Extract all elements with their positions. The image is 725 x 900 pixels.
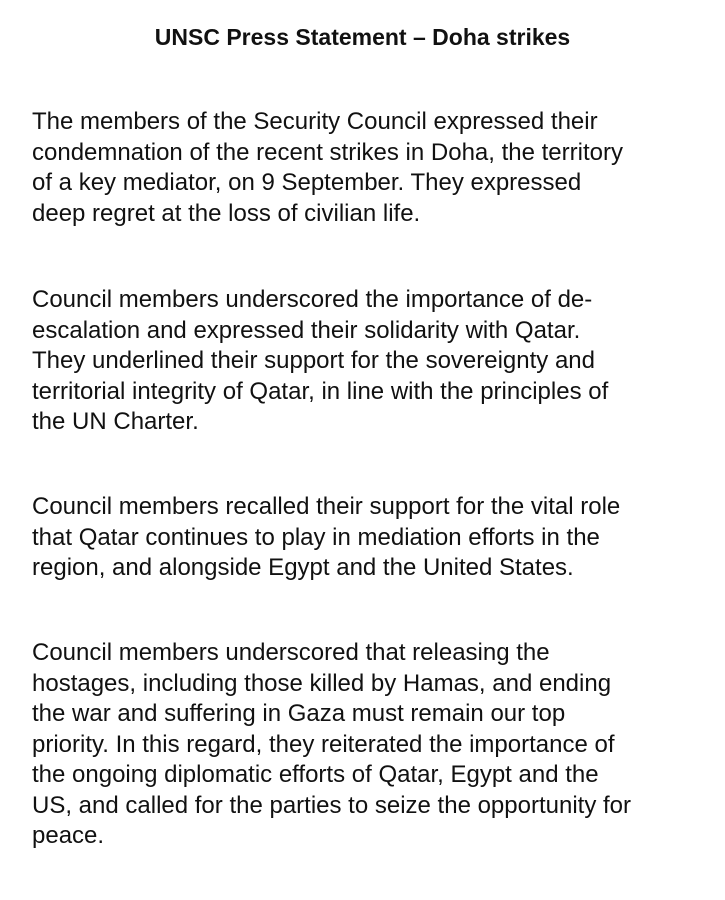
paragraph-line: territorial integrity of Qatar, in line with the principles of <box>32 377 609 405</box>
paragraph-line: US, and called for the parties to seize the opportunity for <box>32 791 632 819</box>
paragraph-3 <box>32 492 697 584</box>
paragraph-line: region, and alongside Egypt and the United States. <box>32 554 574 581</box>
paragraph-line: the UN Charter. <box>32 408 199 435</box>
paragraph-line: priority. In this regard, they reiterated the importance of <box>32 730 615 758</box>
paragraph-line: escalation and expressed their solidarity with Qatar. <box>32 316 581 344</box>
paragraph-4 <box>32 638 697 852</box>
paragraph-line: the war and suffering in Gaza must remain our top <box>32 700 566 727</box>
paragraph-line: hostages, including those killed by Hamas, and ending <box>32 669 612 697</box>
paragraph-line: Council members recalled their support for the vital role <box>32 493 621 520</box>
paragraph-1 <box>32 107 697 229</box>
paragraph-line: that Qatar continues to play in mediation efforts in the <box>32 523 600 551</box>
paragraph-2 <box>32 285 697 438</box>
paragraph-line: deep regret at the loss of civilian life. <box>32 199 421 227</box>
paragraph-line: Council members underscored that releasing the <box>32 639 550 666</box>
paragraph-line: The members of the Security Council expressed their <box>32 108 598 135</box>
paragraph-line: the ongoing diplomatic efforts of Qatar, Egypt and the <box>32 761 599 788</box>
paragraph-line: of a key mediator, on 9 September. They expressed <box>32 169 582 196</box>
paragraph-line: peace. <box>32 822 105 849</box>
paragraph-line: Council members underscored the importance of de- <box>32 286 593 313</box>
paragraph-line: They underlined their support for the sovereignty and <box>32 347 596 374</box>
document-title: UNSC Press Statement – Doha strikes <box>154 24 571 50</box>
paragraph-line: condemnation of the recent strikes in Doha, the territory <box>32 138 623 166</box>
